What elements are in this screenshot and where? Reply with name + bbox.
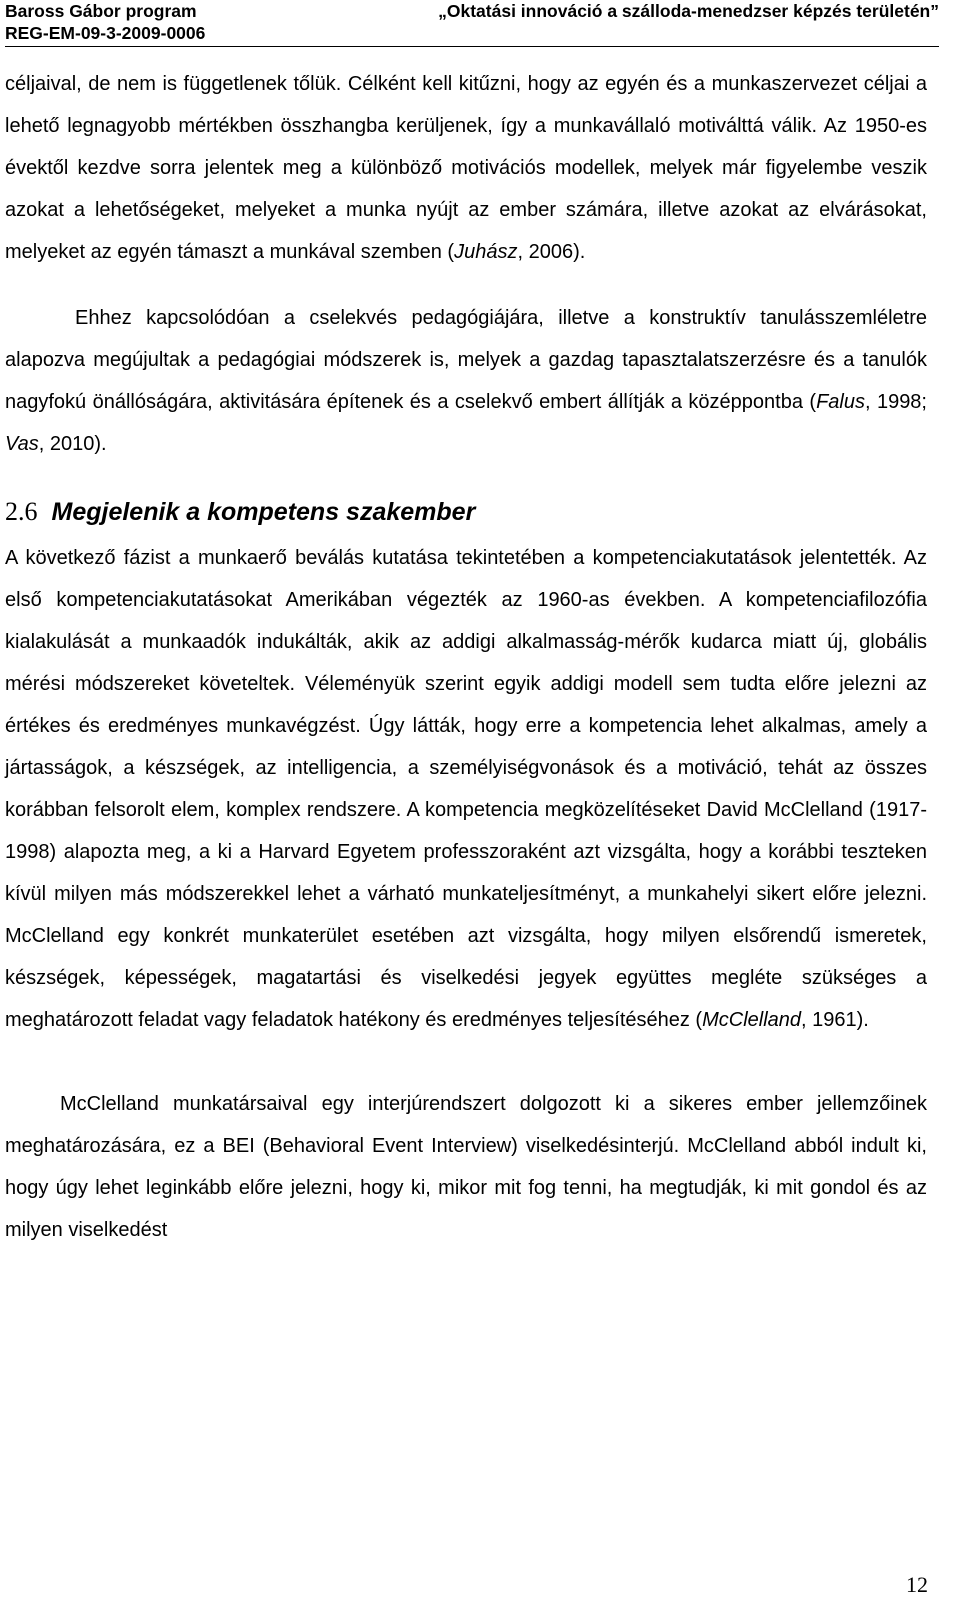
paragraph-text: , 1998; (864, 391, 927, 413)
paragraph-3 (5, 537, 927, 1041)
citation-author: Juhász (454, 241, 518, 263)
header-project-title: „Oktatási innováció a szálloda-menedzser képzés területén” (438, 1, 939, 21)
paragraph-4 (5, 1083, 927, 1251)
paragraph-2 (5, 297, 927, 465)
header-program (5, 0, 205, 44)
paragraph-text: Ehhez kapcsolódóan a cselekvés pedagógiájára, illetve a konstruktív tanulásszemléletre alapozva megújultak a pedagógiai módszerek is, melyek a gazdag tapasztalatszerzésre és a tanulók nagyfokú önállóságára, aktivitására építenek és a cselekvő embert állítják a középpontba ( (5, 307, 927, 413)
section-title: Megjelenik a kompetens szakember (51, 498, 476, 526)
section-number: 2.6 (5, 497, 38, 526)
paragraph-text: McClelland munkatársaival egy interjúrendszert dolgozott ki a sikeres ember jellemzőinek meghatározására, ez a BEI (Behavioral Event Interview) viselkedésinterjú. McClelland abból indult ki, hogy úgy lehet leginkább előre jelezni, hogy ki, mikor mit fog tenni, ha megtudják, ki mit gondol és az milyen viselkedést (5, 1093, 927, 1241)
citation-author: Falus (816, 391, 865, 413)
citation-author: Vas (5, 433, 39, 455)
section-heading (5, 487, 927, 537)
citation-author: McClelland (702, 1009, 802, 1031)
paragraph-text: A következő fázist a munkaerő beválás kutatása tekintetében a kompetenciakutatások jelentették. Az első kompetenciakutatásokat Amerikában végezték az 1960-as években. A kompetenciafilozófia kialakulását a munkaadók indukálták, akik az addigi alkalmasság-mérők kudarca miatt új, globális mérési módszereket követeltek. Véleményük szerint egyik addigi modell sem tudta előre jelezni az értékes és eredményes munkavégzést. Úgy látták, hogy erre a kompetencia lehet alkalmas, amely a jártasságok, a készségek, az intelligencia, a személyiségvonások és a motiváció, tehát az összes korábban felsorolt elem, komplex rendszere. A kompetencia megközelítéseket David McClelland (1917-1998) alapozta meg, a ki a Harvard Egyetem professzoraként azt vizsgálta, hogy a korábbi teszteken kívül milyen más módszerekkel lehet a várható munkateljesítményt, a munkahelyi sikert előre jelezni. McClelland egy konkrét munkaterület esetében azt vizsgálta, hogy milyen elsőrendű ismeretek, készségek, képességek, magatartási és viselkedési jegyek együttes megléte szükséges a meghatározott feladat vagy feladatok hatékony és eredményes teljesítéséhez ( (5, 547, 927, 1031)
document-body (5, 63, 927, 1251)
paragraph-text: , 1961). (801, 1009, 869, 1031)
paragraph-1 (5, 63, 927, 273)
paragraph-text: , 2006). (517, 241, 586, 263)
page-header (5, 0, 939, 47)
paragraph-text: céljaival, de nem is függetlenek tőlük. Célként kell kitűzni, hogy az egyén és a munkaszervezet céljai a lehető legnagyobb mértékben összhangba kerüljenek, így a munkavállaló motiválttá válik. Az 1950-es évektől kezdve sorra jelentek meg a különböző motivációs modellek, melyek már figyelembe veszik azokat a lehetőségeket, melyeket a munka nyújt az ember számára, illetve azokat az elvárásokat, melyeket az egyén támaszt a munkával szemben ( (5, 73, 927, 263)
header-program-name: Baross Gábor program (5, 1, 197, 21)
header-program-code: REG-EM-09-3-2009-0006 (5, 23, 206, 43)
page-number: 12 (906, 1572, 928, 1597)
paragraph-text: , 2010). (38, 433, 107, 455)
